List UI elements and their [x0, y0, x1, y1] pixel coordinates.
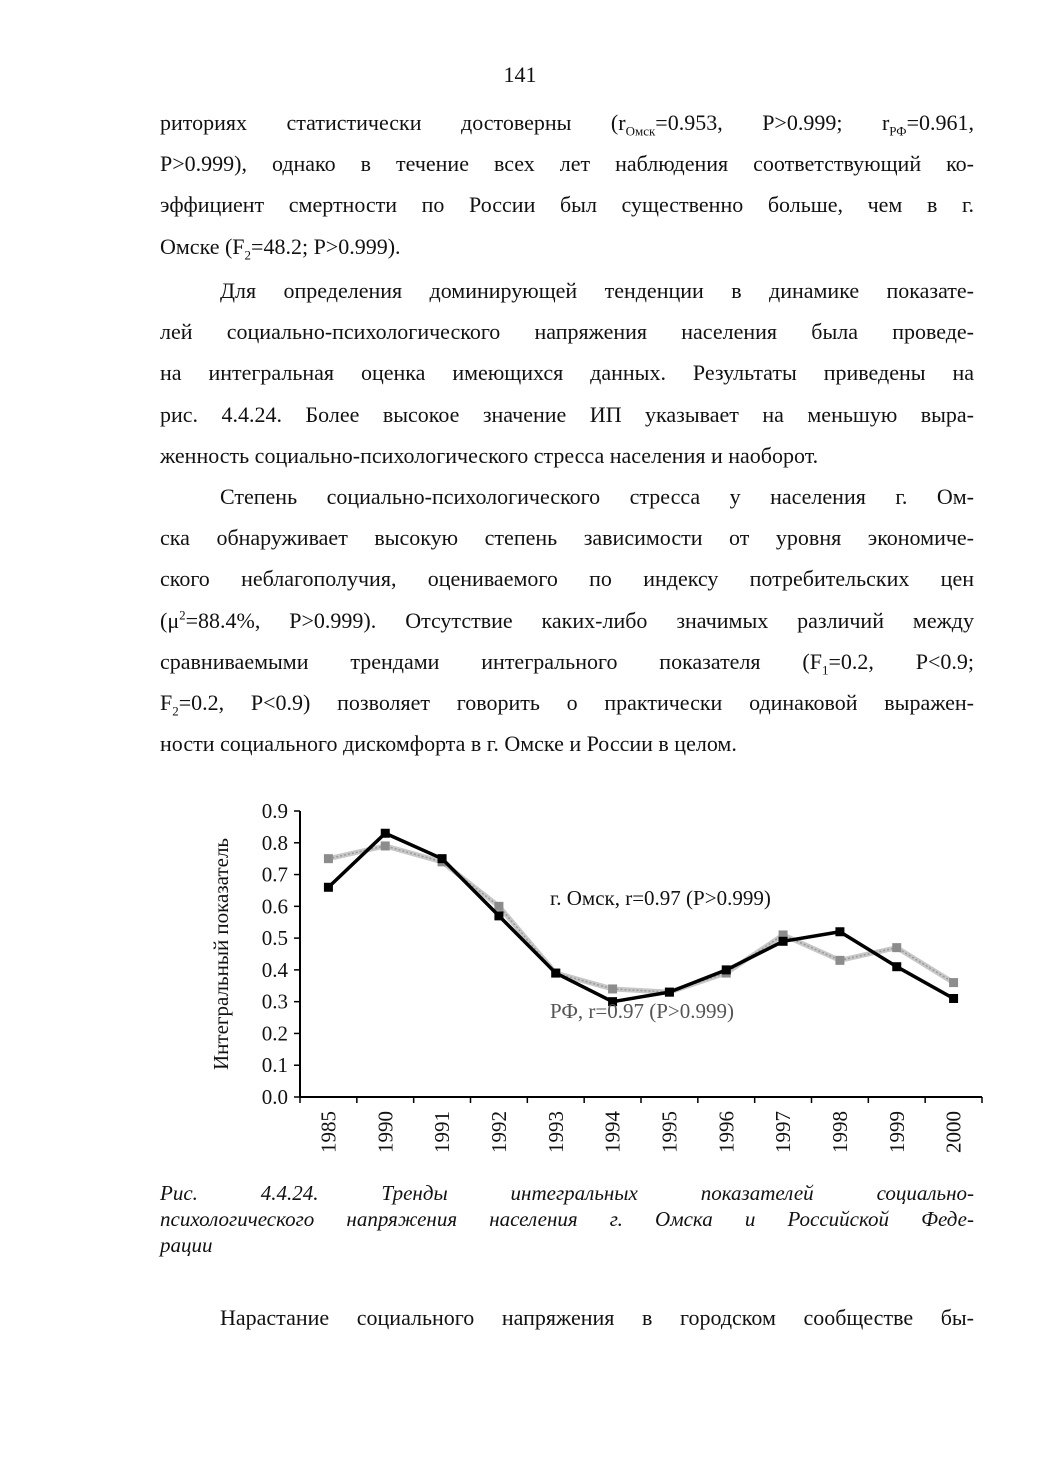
data-point-omsk	[381, 829, 390, 838]
series-line-rf-texture	[328, 846, 953, 992]
page-number: 141	[503, 62, 537, 87]
y-axis-label: Интегральный показатель	[209, 838, 233, 1070]
data-point-rf	[324, 854, 333, 863]
data-point-rf	[949, 978, 958, 987]
chart-svg	[200, 795, 1000, 1175]
paragraph-line: Для определения доминирующей тенденции в динамике показате-	[220, 278, 974, 303]
y-tick-label: 0.2	[261, 1021, 288, 1046]
x-tick-label: 2000	[941, 1111, 966, 1153]
paragraph-line: риториях статистически достоверны ($r_{Омск}=0.953$, P>0.999; $r_{РФ}=0.961$,	[160, 110, 974, 139]
paragraph-line: рис. 4.4.24. Более высокое значение ИП указывает на меньшую выра-	[160, 401, 974, 427]
x-tick-label: 1998	[827, 1111, 852, 1153]
paragraph-line: ности социального дискомфорта в г. Омске и России в целом.	[160, 731, 737, 757]
data-point-omsk	[949, 994, 958, 1003]
y-tick-label: 0.6	[261, 894, 288, 919]
paragraph-line: Нарастание социального напряжения в городском сообществе бы-	[220, 1305, 974, 1330]
x-tick-label: 1990	[373, 1111, 398, 1153]
x-tick-label: 1991	[430, 1111, 455, 1153]
data-point-omsk	[665, 988, 674, 997]
paragraph-1	[160, 102, 974, 267]
paragraph-4	[160, 1297, 974, 1338]
caption-line: психологического напряжения населения г. Омска и Российской Феде-	[160, 1207, 974, 1231]
data-point-omsk	[324, 883, 333, 892]
paragraph-line: сравниваемыми трендами интегрального показателя ($F_1=0.2$, P<0.9;	[160, 648, 974, 678]
x-tick-label: 1996	[714, 1111, 739, 1153]
series-label-omsk: г. Омск, r=0.97 (P>0.999)	[550, 886, 771, 910]
y-tick-label: 0.7	[261, 862, 288, 887]
data-point-omsk	[835, 927, 844, 936]
figure-caption	[160, 1180, 974, 1258]
data-point-omsk	[551, 969, 560, 978]
y-tick-label: 0.5	[261, 926, 288, 951]
caption-line: Рис. 4.4.24. Тренды интегральных показателей социально-	[160, 1181, 974, 1205]
paragraph-line: Степень социально-психологического стресса у населения г. Ом-	[220, 484, 974, 509]
x-tick-label: 1997	[771, 1111, 796, 1153]
x-tick-label: 1992	[486, 1111, 511, 1153]
paragraph-line: ского неблагополучия, оцениваемого по индексу потребительских цен	[160, 566, 974, 592]
x-tick-label: 1999	[884, 1111, 909, 1153]
chart	[200, 795, 1000, 1175]
data-point-omsk	[892, 962, 901, 971]
x-tick-label: 1995	[657, 1111, 682, 1153]
x-tick-label: 1993	[543, 1111, 568, 1153]
paragraph-line: эффициент смертности по России был существенно больше, чем в г.	[160, 192, 974, 218]
y-tick-label: 0.1	[261, 1053, 288, 1078]
paragraph-line: женность социально-психологического стресса населения и наоборот.	[160, 442, 819, 468]
paragraph-3	[160, 476, 974, 764]
data-point-omsk	[779, 937, 788, 946]
data-point-rf	[494, 902, 503, 911]
paragraph-line: $F_2=0.2$, P<0.9) позволяет говорить о практически одинаковой выражен-	[160, 690, 974, 719]
y-tick-label: 0.3	[261, 989, 288, 1014]
data-point-rf	[892, 943, 901, 952]
paragraph-line: лей социально-психологического напряжения населения была проведе-	[160, 319, 974, 345]
y-tick-label: 0.0	[261, 1085, 288, 1109]
data-point-omsk	[494, 911, 503, 920]
paragraph-line: P>0.999), однако в течение всех лет наблюдения соответствующий ко-	[160, 151, 974, 177]
paragraph-line: Омске ($F_2=48.2$; P>0.999).	[160, 233, 401, 262]
series-label-rf: РФ, r=0.97 (P>0.999)	[550, 999, 735, 1023]
data-point-rf	[381, 841, 390, 850]
y-tick-label: 0.4	[261, 957, 288, 982]
y-tick-label: 0.9	[261, 799, 288, 823]
x-tick-label: 1985	[316, 1111, 341, 1153]
x-tick-label: 1994	[600, 1111, 625, 1153]
paragraph-line: ска обнаруживает высокую степень зависимости от уровня экономиче-	[160, 525, 974, 551]
paragraph-line: на интегральная оценка имеющихся данных. Результаты приведены на	[160, 360, 974, 386]
data-point-rf	[608, 984, 617, 993]
paragraph-2	[160, 270, 974, 476]
y-tick-label: 0.8	[261, 830, 288, 855]
paragraph-line: ($\mu^2=88.4\%$, P>0.999). Отсутствие каких-либо значимых различий между	[160, 607, 974, 633]
series-line-rf	[328, 846, 953, 992]
data-point-omsk	[722, 965, 731, 974]
data-point-omsk	[438, 854, 447, 863]
caption-line: рации	[160, 1233, 213, 1257]
data-point-rf	[835, 956, 844, 965]
